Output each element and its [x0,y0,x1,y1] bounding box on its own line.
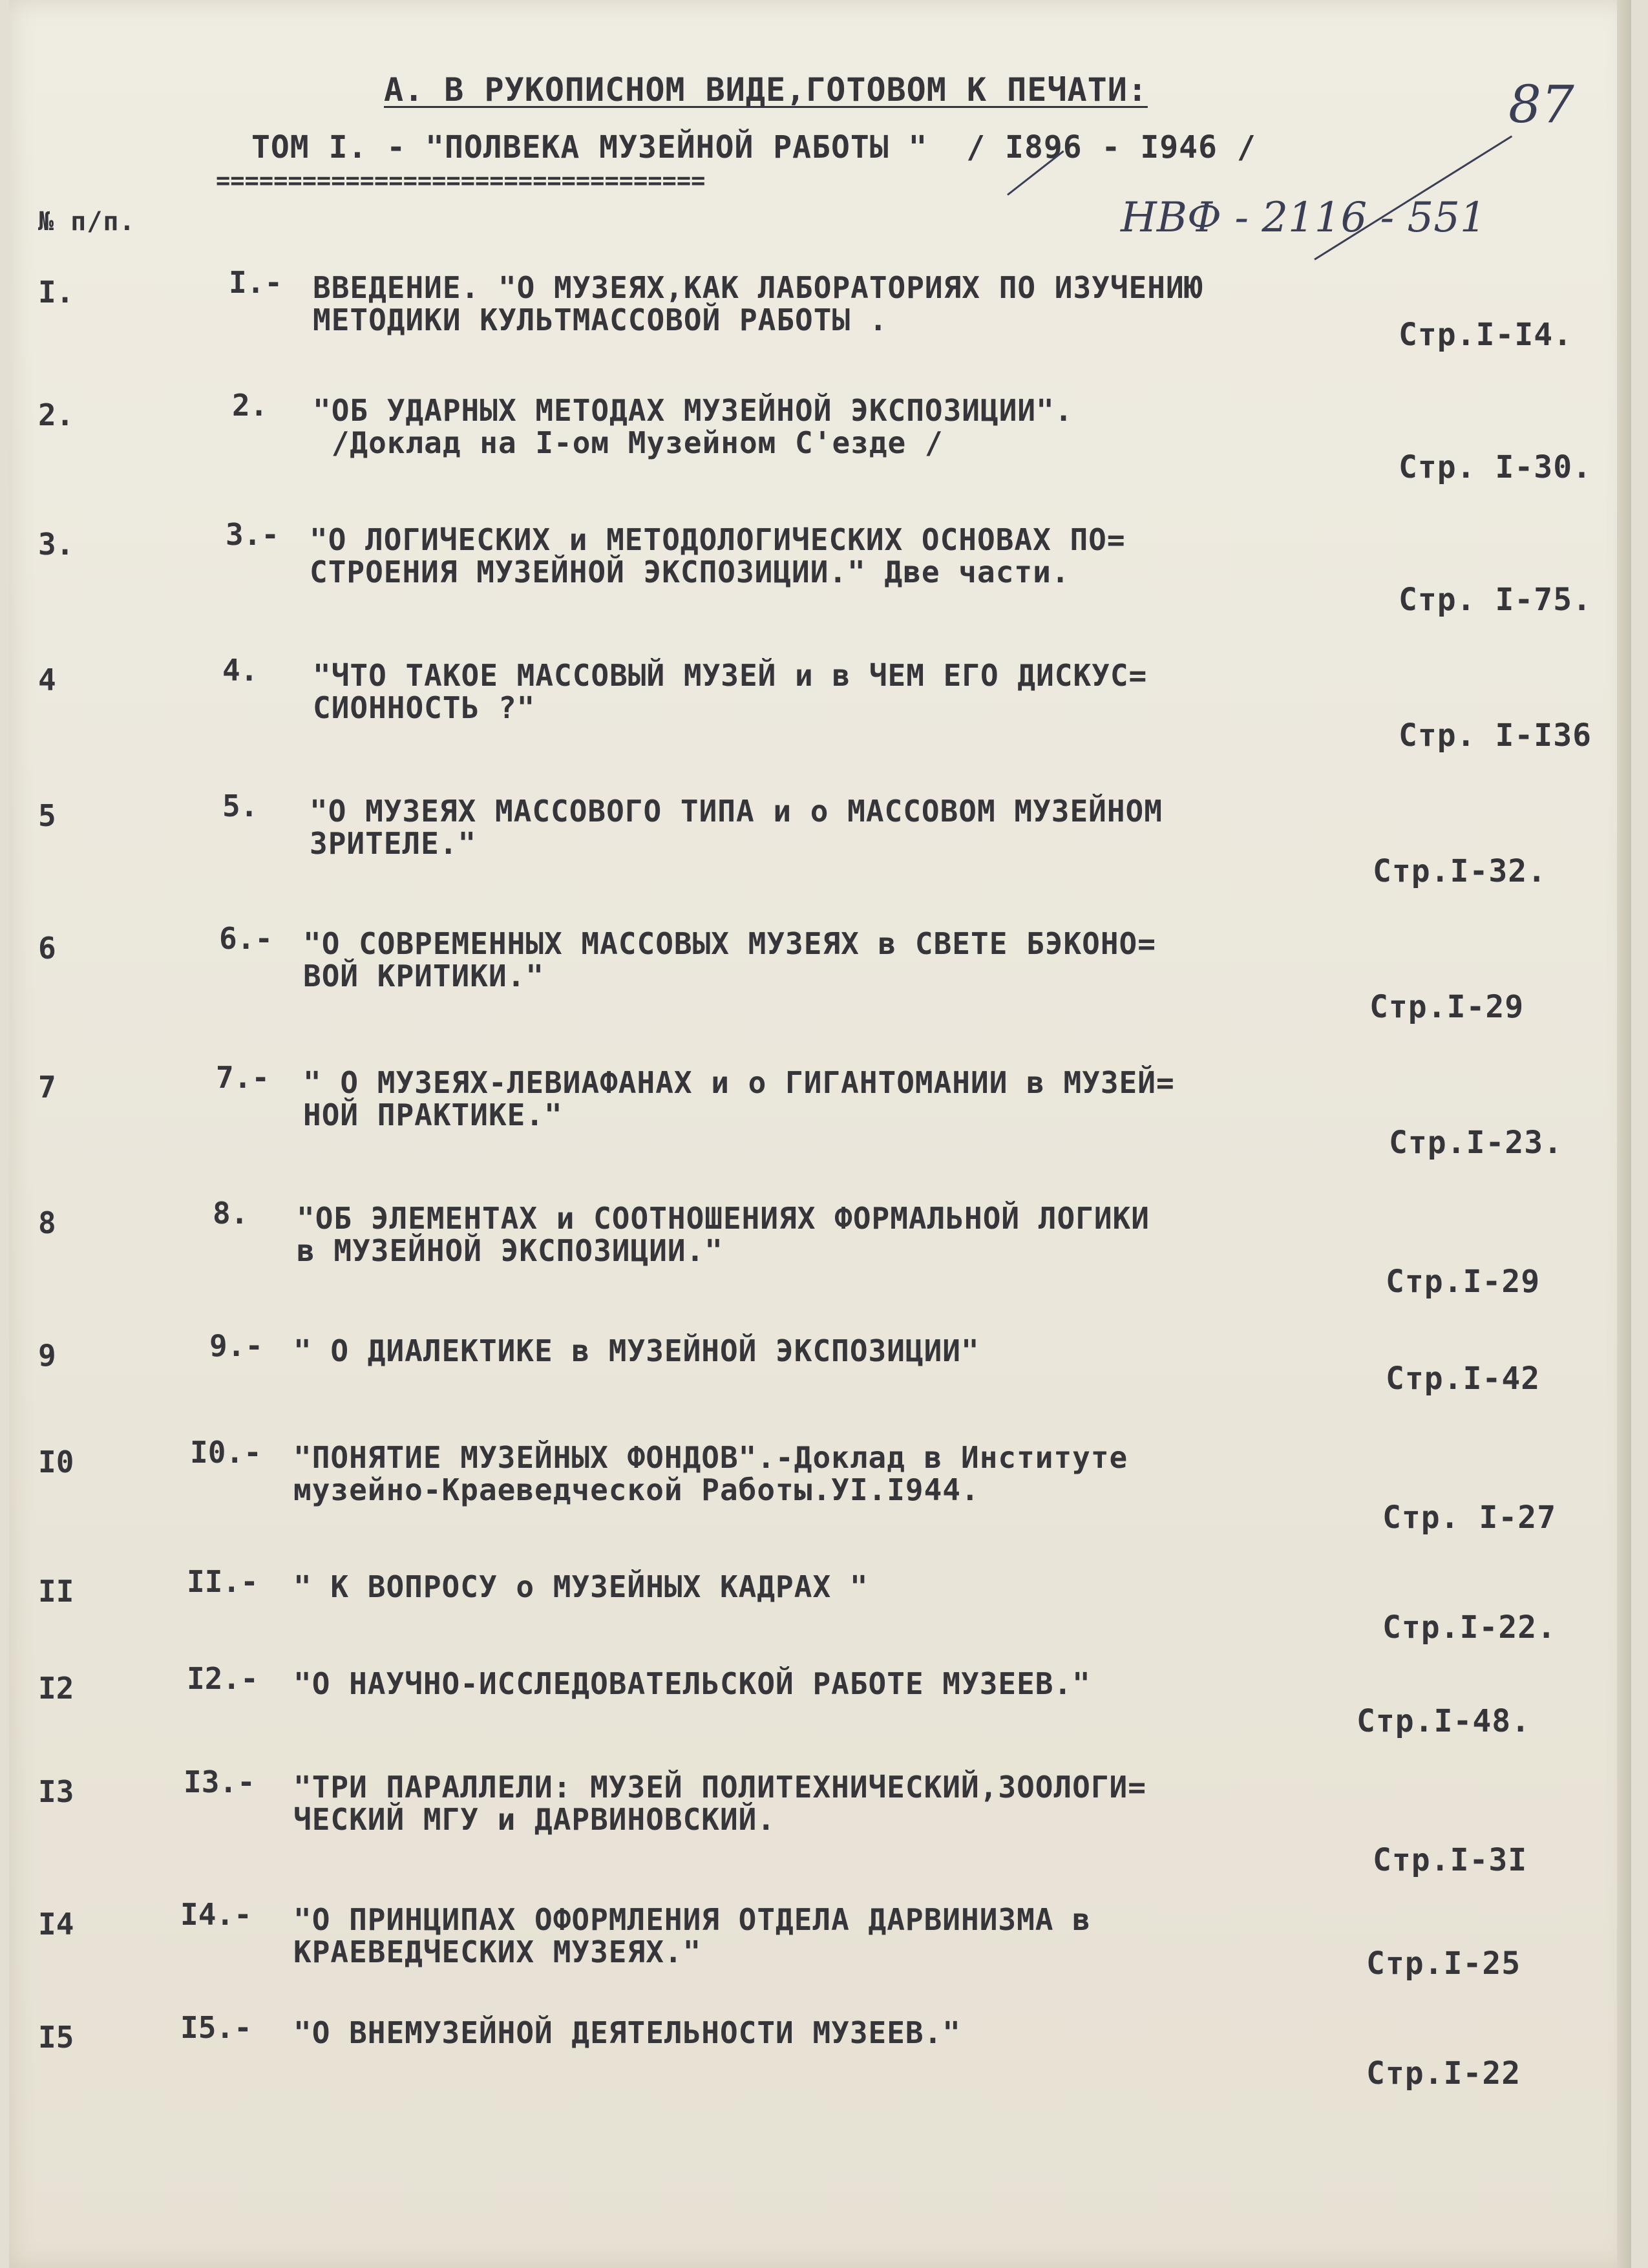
item-title-line-2: МЕТОДИКИ КУЛЬТМАССОВОЙ РАБОТЫ . [313,302,888,337]
item-title-line-2: в МУЗЕЙНОЙ ЭКСПОЗИЦИИ." [297,1233,723,1268]
item-title-line-1: "О МУЗЕЯХ МАССОВОГО ТИПА и о МАССОВОМ МУЗЕЙНОМ [310,794,1163,829]
page-range: Стр.I-42 [1386,1361,1541,1397]
item-title-line-2: музейно-Краеведческой Работы.УI.I944. [293,1472,980,1507]
handwritten-page-number: 87 [1508,74,1574,134]
row-number: I5 [38,2020,74,2055]
document-sheet [9,0,1631,2268]
page-range: Стр.I-I4. [1399,317,1573,353]
item-number: 7.- [216,1060,270,1095]
volume-title: ТОМ I. - "ПОЛВЕКА МУЗЕЙНОЙ РАБОТЫ " / I896 - I946 / [251,129,1256,165]
item-title-line-1: "О СОВРЕМЕННЫХ МАССОВЫХ МУЗЕЯХ в СВЕТЕ БЭКОНО= [303,926,1156,961]
item-title-line-1: " К ВОПРОСУ о МУЗЕЙНЫХ КАДРАХ " [293,1569,869,1604]
row-number: II [38,1574,74,1609]
page-range: Стр.I-3I [1373,1842,1528,1878]
row-number: I4 [38,1907,74,1942]
column-label: № п/п. [38,207,136,237]
section-title: А. В РУКОПИСНОМ ВИДЕ,ГОТОВОМ К ПЕЧАТИ: [384,71,1148,109]
page-range: Стр. I-30. [1399,449,1592,485]
row-number: I. [38,275,74,310]
row-number: 4 [38,662,56,697]
item-number: 2. [232,388,268,423]
double-underline: ================================== [216,167,706,195]
item-title-line-2: СИОННОСТЬ ?" [313,690,536,725]
item-title-line-1: "ОБ УДАРНЫХ МЕТОДАХ МУЗЕЙНОЙ ЭКСПОЗИЦИИ". [313,393,1073,428]
item-number: I0.- [190,1435,262,1470]
item-number: I2.- [187,1661,259,1696]
item-number: 9.- [209,1328,264,1363]
item-title-line-1: "ОБ ЭЛЕМЕНТАХ и СООТНОШЕНИЯХ ФОРМАЛЬНОЙ ЛОГИКИ [297,1201,1150,1236]
item-number: I.- [229,265,283,300]
item-number: 3.- [226,517,280,552]
row-number: 3. [38,527,74,562]
row-number: 2. [38,397,74,432]
item-title-line-1: " О ДИАЛЕКТИКЕ в МУЗЕЙНОЙ ЭКСПОЗИЦИИ" [293,1333,980,1368]
row-number: 8 [38,1205,56,1240]
row-number: I2 [38,1671,74,1706]
page-range: Стр.I-48. [1357,1703,1531,1739]
item-title-line-1: "О ПРИНЦИПАХ ОФОРМЛЕНИЯ ОТДЕЛА ДАРВИНИЗМА в [293,1902,1091,1937]
item-title-line-1: "О ЛОГИЧЕСКИХ и МЕТОДОЛОГИЧЕСКИХ ОСНОВАХ ПО= [310,522,1126,557]
page-range: Стр.I-29 [1369,989,1525,1025]
item-title-line-1: "ЧТО ТАКОЕ МАССОВЫЙ МУЗЕЙ и в ЧЕМ ЕГО ДИСКУС= [313,658,1148,693]
page-range: Стр. I-I36 [1399,717,1592,754]
item-title-line-2: СТРОЕНИЯ МУЗЕЙНОЙ ЭКСПОЗИЦИИ." Две части. [310,555,1070,589]
paper-edge [1617,0,1631,2268]
item-title-line-2: ЗРИТЕЛЕ." [310,826,477,861]
item-number: 8. [213,1196,249,1231]
page-range: Стр.I-23. [1389,1125,1563,1161]
item-number: 5. [222,789,259,823]
page-range: Стр.I-25 [1366,1945,1521,1982]
row-number: 7 [38,1070,56,1105]
item-title-line-2: КРАЕВЕДЧЕСКИХ МУЗЕЯХ." [293,1934,702,1969]
item-title-line-1: " О МУЗЕЯХ-ЛЕВИАФАНАХ и о ГИГАНТОМАНИИ в МУЗЕЙ= [303,1065,1175,1100]
item-title-line-2: ЧЕСКИЙ МГУ и ДАРВИНОВСКИЙ. [293,1802,776,1837]
item-title-line-2: ВОЙ КРИТИКИ." [303,959,545,993]
page-range: Стр. I-75. [1399,582,1592,618]
item-title-line-1: "О НАУЧНО-ИССЛЕДОВАТЕЛЬСКОЙ РАБОТЕ МУЗЕЕВ." [293,1666,1091,1701]
item-number: I3.- [184,1765,255,1799]
item-title-line-1: "ТРИ ПАРАЛЛЕЛИ: МУЗЕЙ ПОЛИТЕХНИЧЕСКИЙ,ЗООЛОГИ= [293,1770,1146,1805]
row-number: 6 [38,931,56,966]
item-title-line-1: "О ВНЕМУЗЕЙНОЙ ДЕЯТЕЛЬНОСТИ МУЗЕЕВ." [293,2015,961,2050]
item-number: I4.- [180,1897,252,1932]
handwritten-archive-code: НВФ - 2116 - 551 [1121,194,1486,242]
row-number: I0 [38,1445,74,1479]
item-number: I5.- [180,2010,252,2045]
item-number: 4. [222,653,259,688]
page-range: Стр.I-32. [1373,853,1547,889]
item-number: II.- [187,1564,259,1599]
row-number: 9 [38,1338,56,1373]
page-range: Стр.I-22. [1382,1609,1557,1646]
page-range: Стр.I-22 [1366,2055,1521,2092]
row-number: 5 [38,798,56,833]
item-title-line-1: "ПОНЯТИЕ МУЗЕЙНЫХ ФОНДОВ".-Доклад в Институте [293,1440,1128,1475]
item-number: 6.- [219,921,273,956]
item-title-line-2: /Доклад на I-ом Музейном С'езде / [313,425,944,460]
item-title-line-1: ВВЕДЕНИЕ. "О МУЗЕЯХ,КАК ЛАБОРАТОРИЯХ ПО ИЗУЧЕНИЮ [313,270,1203,305]
item-title-line-2: НОЙ ПРАКТИКЕ." [303,1097,563,1132]
page-range: Стр. I-27 [1382,1500,1557,1536]
row-number: I3 [38,1774,74,1809]
page-range: Стр.I-29 [1386,1264,1541,1300]
